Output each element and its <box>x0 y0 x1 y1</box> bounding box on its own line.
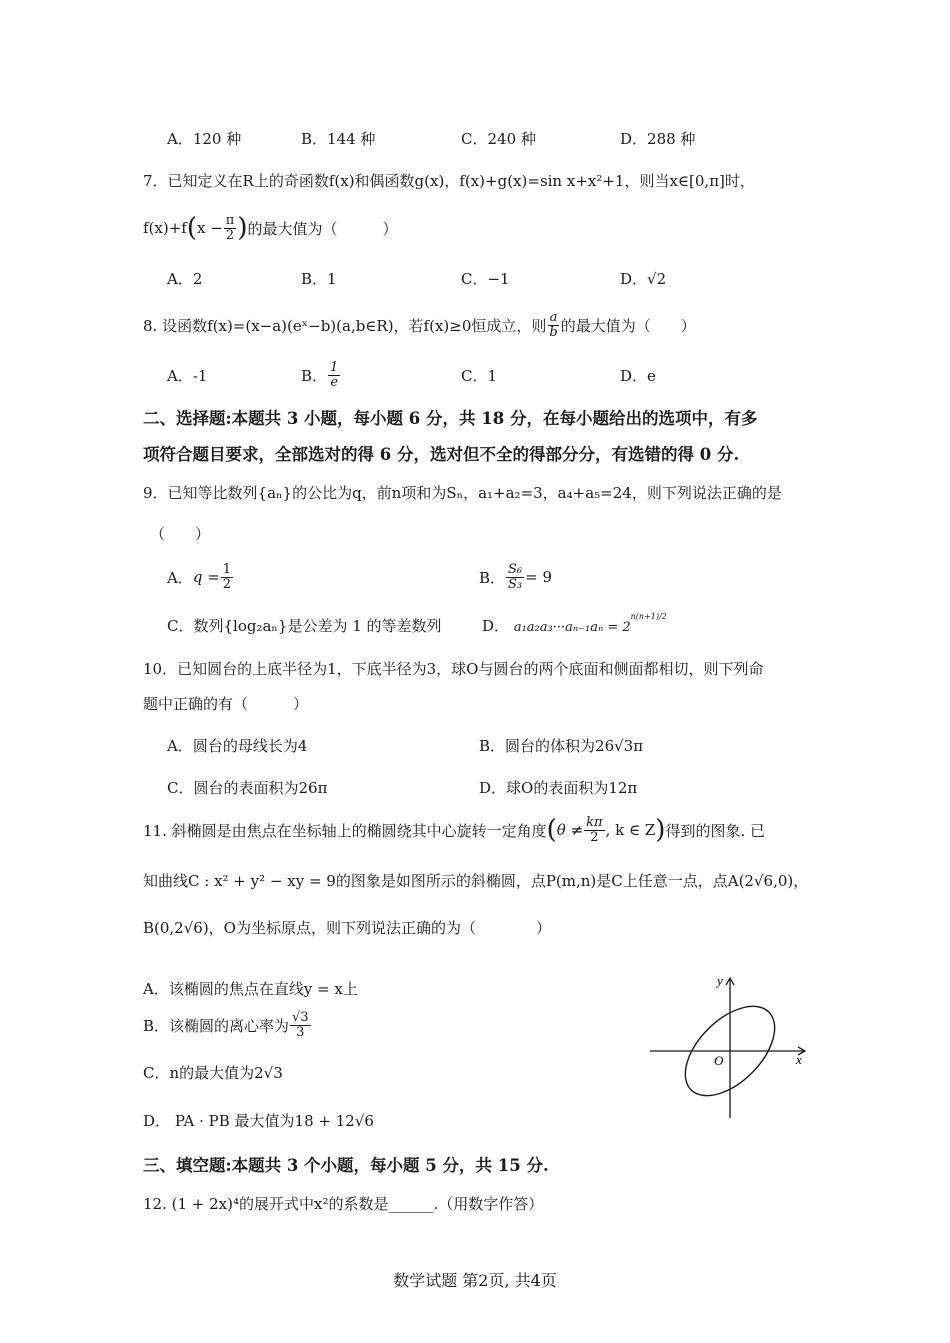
q8-option-a: A．-1 <box>167 367 208 385</box>
q6-option-c: C．240 种 <box>461 130 536 148</box>
q11-paren-open: ( <box>546 815 557 845</box>
q11-line1-pre: 11. 斜椭圆是由焦点在坐标轴上的椭圆绕其中心旋转一定角度 <box>143 821 547 840</box>
q12-stem: 12. (1 + 2x)⁴的展开式中x²的系数是______.（用数字作答） <box>143 1195 544 1213</box>
q7-option-b: B．1 <box>301 270 337 288</box>
q7-option-c: C．−1 <box>461 270 510 288</box>
q6-option-a: A．120 种 <box>167 130 242 148</box>
q11-option-b-den: 3 <box>296 1024 305 1040</box>
q7-option-a: A．2 <box>167 270 203 288</box>
ellipse-figure <box>650 972 815 1122</box>
q7-expr-x: x − <box>197 219 223 237</box>
q11-line1-den: 2 <box>590 829 599 845</box>
q7-stem-line1: 7．已知定义在R上的奇函数f(x)和偶函数g(x)，f(x)+g(x)=sin x+x²+1，则当x∈[0,π]时， <box>143 172 755 190</box>
q10-stem-line1: 10．已知圆台的上底半径为1，下底半径为3，球O与圆台的两个底面和侧面都相切，则下列命 <box>143 660 764 678</box>
q7-paren-close: ) <box>237 213 248 243</box>
q7-expr-pre: f(x)+f <box>143 219 187 237</box>
section3-heading: 三、填空题:本题共 3 个小题，每小题 5 分，共 15 分. <box>143 1156 549 1175</box>
q11-option-d-expr: PA · PB 最大值为18 + 12√6 <box>174 1112 374 1130</box>
q11-option-d <box>143 1110 374 1131</box>
q11-line1-num: kπ <box>586 814 603 830</box>
q9-option-d-label: D． <box>482 617 510 635</box>
q11-stem-line1 <box>143 808 765 852</box>
q11-paren-close: ) <box>655 815 666 845</box>
q8-frac-den: b <box>549 324 558 340</box>
q8-frac-num: a <box>549 309 558 325</box>
section2-heading-line2: 项符合题目要求，全部选对的得 6 分，选对但不全的得部分分，有选错的得 0 分. <box>143 445 740 464</box>
q11-theta: θ ≠ <box>556 821 584 839</box>
q9-option-a-den: 2 <box>222 576 232 592</box>
q10-stem-line2: 题中正确的有（ ） <box>143 695 309 713</box>
q8-text-pre: 8. 设函数f(x)=(x−a)(eˣ−b)(a,b∈R)，若f(x)≥0恒成立，则 <box>143 316 547 335</box>
q9-option-a-num: 1 <box>222 561 232 577</box>
q9-option-b-den: S₃ <box>508 576 523 592</box>
q9-option-b-frac <box>506 563 524 591</box>
q7-expr-post: 的最大值为（ ） <box>247 219 398 238</box>
q8-option-c: C．1 <box>461 367 498 385</box>
q10-option-b: B．圆台的体积为26√3π <box>479 737 644 755</box>
q8-stem <box>143 305 696 345</box>
q9-stem-line1: 9．已知等比数列{aₙ}的公比为q，前n项和为Sₙ，a₁+a₂=3，a₄+a₅=24，则下列说法正确的是 <box>143 484 782 502</box>
q7-option-d: D．√2 <box>620 270 667 288</box>
q10-option-d: D．球O的表面积为12π <box>479 779 638 797</box>
q11-option-b-frac <box>290 1011 311 1039</box>
q7-fraction <box>224 214 237 242</box>
q9-option-a <box>167 557 234 597</box>
q9-option-d-exp: n(n+1)/2 <box>630 612 667 621</box>
origin-label: O <box>714 1053 724 1068</box>
q7-stem-line2 <box>143 208 398 248</box>
q6-option-b: B．144 种 <box>301 130 376 148</box>
page-footer: 数学试题 第2页, 共4页 <box>393 1271 557 1290</box>
q11-option-b-num: √3 <box>292 1009 309 1025</box>
q7-frac-den: 2 <box>225 227 235 243</box>
q8-option-b-label: B． <box>301 366 328 385</box>
q9-option-d-expr: a₁a₂a₃···aₙ₋₁aₙ = 2 <box>513 620 631 635</box>
q9-option-b-post: = 9 <box>525 568 553 586</box>
q11-stem-line3: B(0,2√6)，O为坐标原点，则下列说法正确的为（ ） <box>143 919 551 937</box>
q8-text-post: 的最大值为（ ） <box>560 316 696 335</box>
q7-frac-num: π <box>225 212 235 228</box>
q8-option-b-num: 1 <box>330 359 339 375</box>
q9-option-a-label: A． <box>167 568 193 587</box>
q9-option-d <box>482 612 667 636</box>
q9-option-a-pre: q = <box>192 568 220 586</box>
q11-line1-frac <box>584 816 604 844</box>
q11-option-b-pre: B．该椭圆的离心率为 <box>143 1016 290 1035</box>
q8-option-b-den: e <box>330 374 339 390</box>
q8-option-b-frac <box>328 361 340 389</box>
q9-option-a-frac <box>221 563 233 591</box>
q9-option-b <box>479 555 552 599</box>
q11-option-b <box>143 1004 312 1046</box>
q9-option-b-label: B． <box>479 568 506 587</box>
q11-stem-line2: 知曲线C : x² + y² − xy = 9的图象是如图所示的斜椭圆，点P(m,n)是C上任意一点，点A(2√6,0)， <box>143 872 809 890</box>
q11-line1-k: , k ∈ Z <box>605 821 656 839</box>
q8-option-d: D．e <box>620 367 656 385</box>
x-axis-label: x <box>796 1052 802 1067</box>
q7-paren-open: ( <box>186 213 197 243</box>
q8-option-b <box>301 355 341 395</box>
q10-option-c: C．圆台的表面积为26π <box>167 779 328 797</box>
q11-line1-post: 得到的图象. 已 <box>665 821 765 840</box>
q9-stem-line2: （ ） <box>150 525 211 543</box>
q9-option-c: C．数列{log₂aₙ}是公差为 1 的等差数列 <box>167 617 442 635</box>
q11-option-d-label: D． <box>143 1112 171 1130</box>
q9-option-b-num: S₆ <box>508 561 523 577</box>
q11-option-a: A．该椭圆的焦点在直线y = x上 <box>143 980 358 998</box>
q6-option-d: D．288 种 <box>620 130 696 148</box>
q10-option-a: A．圆台的母线长为4 <box>167 737 308 755</box>
section2-heading-line1: 二、选择题:本题共 3 小题，每小题 6 分，共 18 分，在每小题给出的选项中，有多 <box>143 409 758 428</box>
q8-fraction <box>547 311 559 339</box>
q11-option-c: C．n的最大值为2√3 <box>143 1064 283 1082</box>
y-axis-label: y <box>717 973 723 988</box>
